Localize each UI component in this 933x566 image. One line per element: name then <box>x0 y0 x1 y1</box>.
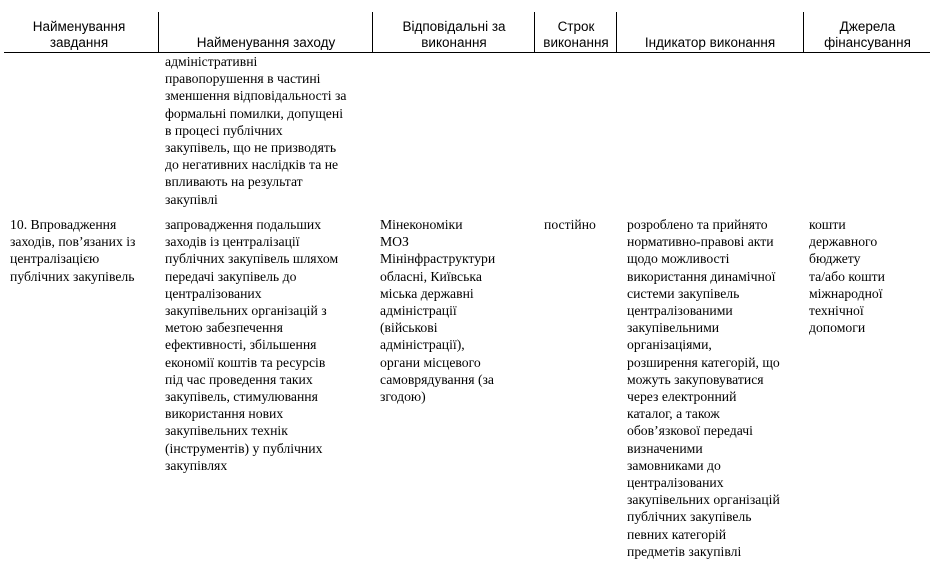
continuation-measure-text: адміністративні правопорушення в частині зменшення відповідальності за формальні помилки, допущені в процесі публічних закупівель, що не призводять до негативних наслідків та не впливають на результат закупівлі <box>165 54 347 207</box>
header-term-label: Строк виконання <box>543 19 609 50</box>
header-divider <box>372 12 373 52</box>
header-bottom-rule <box>4 52 930 53</box>
task-cell: 10. Впровадження заходів, пов’язаних із централізацією публічних закупівель <box>10 217 136 284</box>
header-divider <box>803 12 804 52</box>
indicator-cell: розроблено та прийнято нормативно-правові акти щодо можливості використання динамічної системи закупівель централізованими закупівельними організаціями, розширення категорій, що можуть закуповуватися через електронний каталог, а також обов’язкової передачі визначеними замовниками до централізованих закупівельних організацій публічних закупівель певних категорій предметів закупівлі <box>627 217 780 559</box>
header-indicator-label: Індикатор виконання <box>644 35 776 50</box>
header-divider <box>534 12 535 52</box>
header-task <box>4 0 154 52</box>
header-divider <box>158 12 159 52</box>
header-measure-label: Найменування заходу <box>196 35 336 50</box>
measure-cell: запровадження подальших заходів із централізації публічних закупівель шляхом передачі закупівель до централізованих закупівельних організацій з метою забезпечення ефективності, збільшення економії коштів та ресурсів під час проведення таких закупівель, стимулювання використання нових закупівельних технік (інструментів) у публічних закупівлях <box>165 217 339 473</box>
header-measure <box>160 0 372 52</box>
header-divider <box>616 12 617 52</box>
header-responsible <box>374 0 534 52</box>
header-funding-label: Джерела фінансування <box>824 19 911 50</box>
term-cell: постійно <box>544 217 596 232</box>
responsible-cell: Мінекономіки МОЗ Мінінфраструктури обласні, Київська міська державні адміністрації (військові адміністрації), органи місцевого самоврядування (за згодою) <box>380 217 496 405</box>
header-responsible-label: Відповідальні за виконання <box>402 19 506 50</box>
table-header <box>4 0 930 52</box>
header-task-label: Найменування завдання <box>32 19 126 50</box>
header-indicator <box>618 0 802 52</box>
header-funding <box>805 0 930 52</box>
header-term <box>536 0 616 52</box>
funding-cell: кошти державного бюджету та/або кошти міжнародної технічної допомоги <box>809 217 885 336</box>
